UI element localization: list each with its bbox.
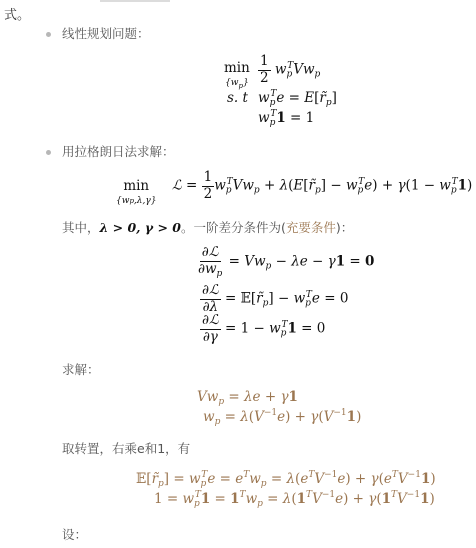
lp-min-label: min $\{w_p\}$ <box>224 60 250 90</box>
partial-dw-equation: $\frac{\text{∂ℒ}}{\partial w_p}$ = $Vw_p - \lambda e - \gamma 1 = 0$ <box>198 244 375 279</box>
partial-dgamma-equation: $\frac{\text{∂ℒ}}{\partial\gamma}$ = $1 - w_p^T1 = 0$ <box>202 312 326 345</box>
condition-line <box>62 218 353 236</box>
solve-equation-2: $w_p = \lambda(V^{-1}e) + \gamma(V^{-1}1)$ <box>203 408 362 427</box>
expected-return-equation: $𝔼[r̃_p] = w_p^Te = e^Tw_p = \lambda(e^TV^{-1}e) + \gamma(e^TV^{-1}1)$ <box>136 470 436 489</box>
intro-char: 式。 <box>4 8 31 23</box>
bullet-linear-programming: 线性规划问题： <box>62 26 150 41</box>
where-condition: λ > 0, γ > 0 <box>99 220 181 235</box>
lagrangian-equation: ℒ = $\frac{1}{2}$ $w_p^TVw_p$ + $\lambda(E[r̃_p] - w_p^Te) + \gamma(1 - w_p^T1)$ <box>172 169 473 202</box>
transpose-text: 取转置，右乘e和1，有 <box>62 441 191 456</box>
sufficient-necessary-link[interactable]: 充要条件 <box>285 220 336 235</box>
partial-dlambda-equation: $\frac{\text{∂ℒ}}{\partial\lambda}$ = $𝔼[r̃_p] - w_p^Te = 0$ <box>202 282 349 315</box>
bullet-dot-1 <box>46 32 51 37</box>
lp-constraint-2: $w_p^T1 = 1$ <box>258 109 315 128</box>
where-end: )： <box>335 220 354 235</box>
solve-equation-1: $Vw_p = \lambda e + \gamma 1$ <box>197 389 298 407</box>
solve-label: 求解： <box>62 362 100 377</box>
budget-equation: $1 = w_p^T1 = 1^Tw_p = \lambda(1^TV^{-1}e) + \gamma(1^TV^{-1}1)$ <box>154 490 435 509</box>
lp-subject-to: s. t <box>227 90 248 106</box>
set-label: 设： <box>62 527 88 542</box>
where-prefix: 其中， <box>62 220 100 235</box>
lagrangian-min-label: min {wp,λ,γ} <box>116 178 157 206</box>
bullet-lagrange: 用拉格朗日法求解： <box>62 144 175 159</box>
lp-objective: $\frac{1}{2}$ $w_p^TVw_p$ <box>260 53 321 86</box>
bullet-dot-2 <box>46 150 51 155</box>
top-divider <box>100 0 170 2</box>
lp-constraint-1: $w_p^Te$ = $E[r̃_p]$ <box>258 89 337 108</box>
where-text: 。一阶差分条件为( <box>181 220 286 235</box>
